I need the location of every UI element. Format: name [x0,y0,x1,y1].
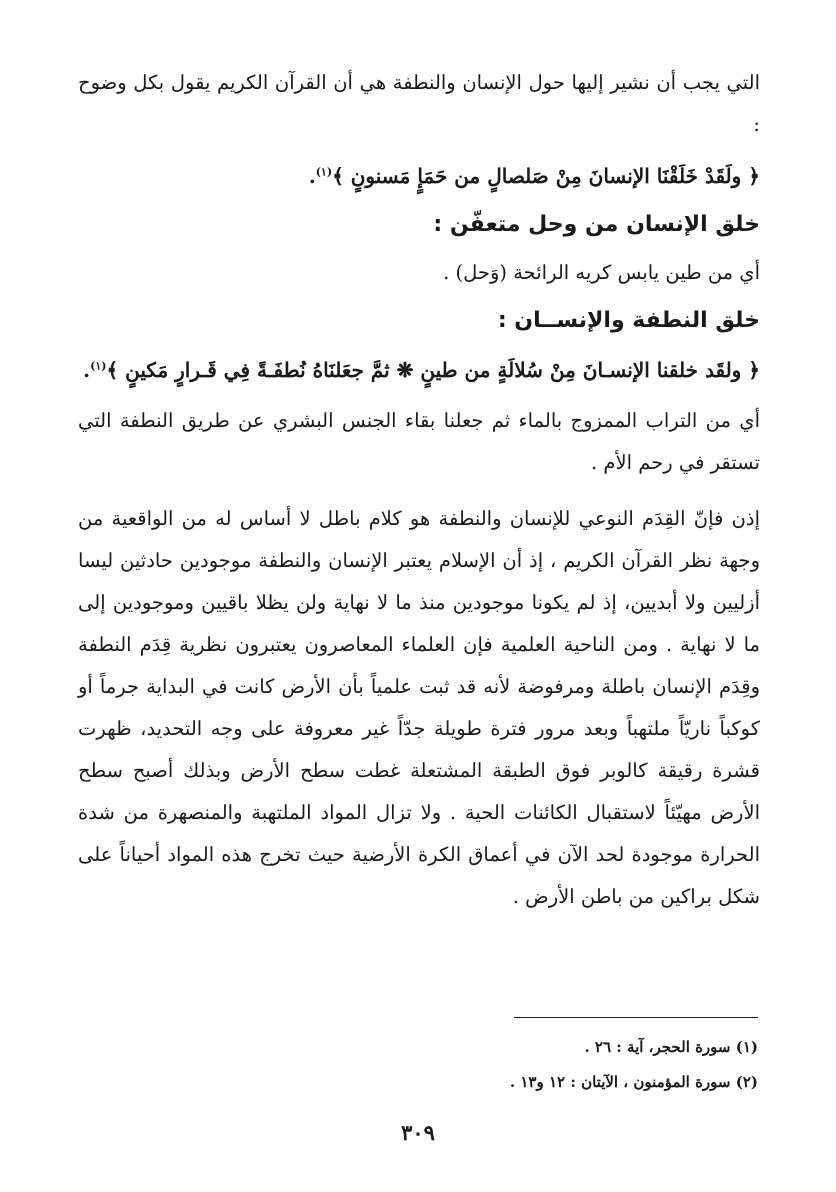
mud-paragraph: أي من طين يابس كريه الرائحة (وَحل) . [443,261,760,284]
footnote-1: (١) سورة الحجر، آية : ٢٦ . [584,1038,758,1056]
verse-2-end: . [83,358,91,382]
verse-1-footnote-ref: (١) [315,165,333,179]
footnotes [76,1030,758,1100]
intro-paragraph: التي يجب أن نشير إليها حول الإنسان والنطفة هي أن القرآن الكريم يقول بكل وضوح : [78,71,760,136]
section-heading-sperm: خلق النطفة والإنســان : [497,308,760,333]
spacer [78,146,760,154]
page-number: ٣٠٩ [401,1120,435,1145]
verse-1-end: . [308,164,316,188]
footnote-divider [514,1017,758,1018]
quran-verse-1 [78,154,760,198]
verse-2-footnote-ref: (١) [90,359,107,373]
main-paragraph: إذن فإنّ القِدَم النوعي للإنسان والنطفة هو كلام باطل لا أساس له من الواقعية من وجهة نظر القرآن الكريم ، إذ أن الإسلام يعتبر الإنسان والنطفة موجودين حادثين ليسا أزليين ولا أبديين، إذ لم يكونا موجودين منذ ما لا نهاية ولن يظلا باقيين وموجودين إلى ما لا نهاية . ومن الناحية العلمية فإن العلماء المعاصرون يعتبرون نظرية قِدَم النطفة وقِدَم الإنسان باطلة ومرفوضة لأنه قد ثبت علمياً بأن الأرض كانت في البداية جرماً أو كوكباً ناريّاً ملتهباً وبعد مرور فترة طويلة جدّاً غير معروفة على وجه التحديد، ظهرت قشرة رقيقة كالوبر فوق الطبقة المشتعلة غطت سطح الأرض وبذلك أصبح سطح الأرض مهيّئاً لاستقبال الكائنات الحية . ولا تزال المواد الملتهبة والمنصهرة من شدة الحرارة موجودة لحد الآن في أعماق الكرة الأرضية حيث تخرج هذه المواد أحياناً على شكل براكين من باطن الأرض . [78,507,760,908]
section-heading-mud: خلق الإنسان من وحل متعفّن : [433,212,760,237]
spacer [78,392,760,400]
footnote-2: (٢) سورة المؤمنون ، الآيتان : ١٢ و١٣ . [509,1073,758,1091]
clay-paragraph: أي من التراب الممزوج بالماء ثم جعلنا بقاء الجنس البشري عن طريق النطفة التي تستقر في رحم الأم . [78,409,760,474]
quran-verse-2 [78,348,760,392]
page-body [78,62,760,918]
verse-2-text: ﴿ ولقَد خلقنا الإنسـانَ مِنْ سُلالَةٍ من طينٍ ❋ ثمَّ جعَلنَاهُ نُطفَـةً فِي قَـرارٍ مَكينٍ ﴾ [106,358,760,382]
verse-1-text: ﴿ ولَقَدْ خَلَقْنَا الإنسانَ مِنْ صَلصالٍ من حَمَإٍ مَسنونٍ ﴾ [332,164,760,188]
spacer [78,484,760,498]
